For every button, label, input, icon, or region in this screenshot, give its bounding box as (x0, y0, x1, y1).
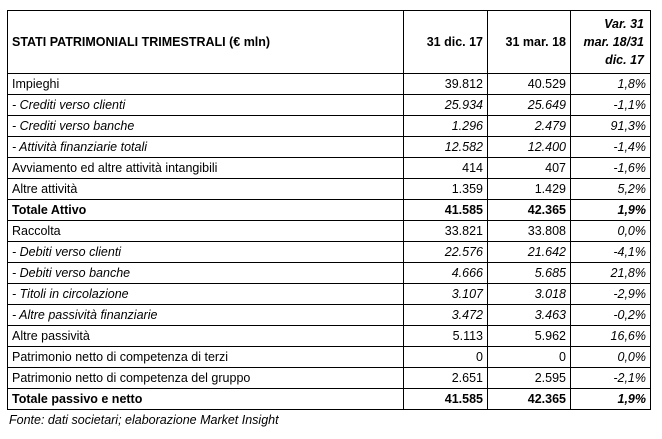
row-label: Avviamento ed altre attività intangibili (8, 158, 404, 179)
value-mar18: 2.595 (488, 368, 571, 389)
value-mar18: 2.479 (488, 116, 571, 137)
row-label: - Titoli in circolazione (8, 284, 404, 305)
value-dec17: 1.359 (404, 179, 488, 200)
table-row (8, 116, 651, 137)
row-label: - Crediti verso banche (8, 116, 404, 137)
value-dec17: 39.812 (404, 74, 488, 95)
value-mar18: 12.400 (488, 137, 571, 158)
value-mar18: 21.642 (488, 242, 571, 263)
value-variation: 1,8% (571, 74, 651, 95)
value-variation: 16,6% (571, 326, 651, 347)
table-row (8, 284, 651, 305)
table-row (8, 305, 651, 326)
table-row (8, 179, 651, 200)
column-header-variation: Var. 31 mar. 18/31 dic. 17 (571, 11, 651, 74)
value-dec17: 41.585 (404, 389, 488, 410)
value-mar18: 33.808 (488, 221, 571, 242)
value-mar18: 3.018 (488, 284, 571, 305)
row-label: Patrimonio netto di competenza del gruppo (8, 368, 404, 389)
table-body (8, 74, 651, 410)
column-header-dec17: 31 dic. 17 (404, 11, 488, 74)
table-row (8, 200, 651, 221)
value-dec17: 4.666 (404, 263, 488, 284)
table-row (8, 158, 651, 179)
value-dec17: 33.821 (404, 221, 488, 242)
value-mar18: 40.529 (488, 74, 571, 95)
table-row (8, 326, 651, 347)
row-label: Patrimonio netto di competenza di terzi (8, 347, 404, 368)
value-variation: 0,0% (571, 347, 651, 368)
value-dec17: 5.113 (404, 326, 488, 347)
value-dec17: 12.582 (404, 137, 488, 158)
value-dec17: 414 (404, 158, 488, 179)
value-variation: 1,9% (571, 389, 651, 410)
row-label: - Altre passività finanziarie (8, 305, 404, 326)
table-header-row (8, 11, 651, 74)
value-mar18: 1.429 (488, 179, 571, 200)
row-label: Altre attività (8, 179, 404, 200)
table-title: STATI PATRIMONIALI TRIMESTRALI (€ mln) (8, 11, 404, 74)
value-dec17: 3.472 (404, 305, 488, 326)
value-variation: -1,6% (571, 158, 651, 179)
value-variation: -2,9% (571, 284, 651, 305)
value-mar18: 407 (488, 158, 571, 179)
table-row (8, 389, 651, 410)
value-mar18: 42.365 (488, 389, 571, 410)
value-dec17: 41.585 (404, 200, 488, 221)
table-row (8, 242, 651, 263)
row-label: - Attività finanziarie totali (8, 137, 404, 158)
value-variation: 21,8% (571, 263, 651, 284)
row-label: Totale passivo e netto (8, 389, 404, 410)
row-label: Raccolta (8, 221, 404, 242)
value-mar18: 5.685 (488, 263, 571, 284)
row-label: Impieghi (8, 74, 404, 95)
value-variation: -0,2% (571, 305, 651, 326)
value-variation: -2,1% (571, 368, 651, 389)
value-dec17: 2.651 (404, 368, 488, 389)
value-variation: -4,1% (571, 242, 651, 263)
row-label: - Crediti verso clienti (8, 95, 404, 116)
value-variation: 5,2% (571, 179, 651, 200)
balance-sheet-table (7, 10, 651, 410)
value-mar18: 0 (488, 347, 571, 368)
row-label: - Debiti verso clienti (8, 242, 404, 263)
table-row (8, 347, 651, 368)
value-mar18: 5.962 (488, 326, 571, 347)
value-variation: 1,9% (571, 200, 651, 221)
value-dec17: 22.576 (404, 242, 488, 263)
column-header-mar18: 31 mar. 18 (488, 11, 571, 74)
value-variation: 91,3% (571, 116, 651, 137)
row-label: Altre passività (8, 326, 404, 347)
source-note: Fonte: dati societari; elaborazione Market Insight (9, 413, 279, 427)
table-row (8, 74, 651, 95)
table-row (8, 368, 651, 389)
row-label: - Debiti verso banche (8, 263, 404, 284)
value-dec17: 3.107 (404, 284, 488, 305)
value-dec17: 0 (404, 347, 488, 368)
table-row (8, 221, 651, 242)
value-dec17: 1.296 (404, 116, 488, 137)
row-label: Totale Attivo (8, 200, 404, 221)
value-variation: -1,1% (571, 95, 651, 116)
value-mar18: 25.649 (488, 95, 571, 116)
table-row (8, 263, 651, 284)
value-mar18: 42.365 (488, 200, 571, 221)
value-dec17: 25.934 (404, 95, 488, 116)
value-variation: 0,0% (571, 221, 651, 242)
value-mar18: 3.463 (488, 305, 571, 326)
value-variation: -1,4% (571, 137, 651, 158)
table-row (8, 95, 651, 116)
table-row (8, 137, 651, 158)
